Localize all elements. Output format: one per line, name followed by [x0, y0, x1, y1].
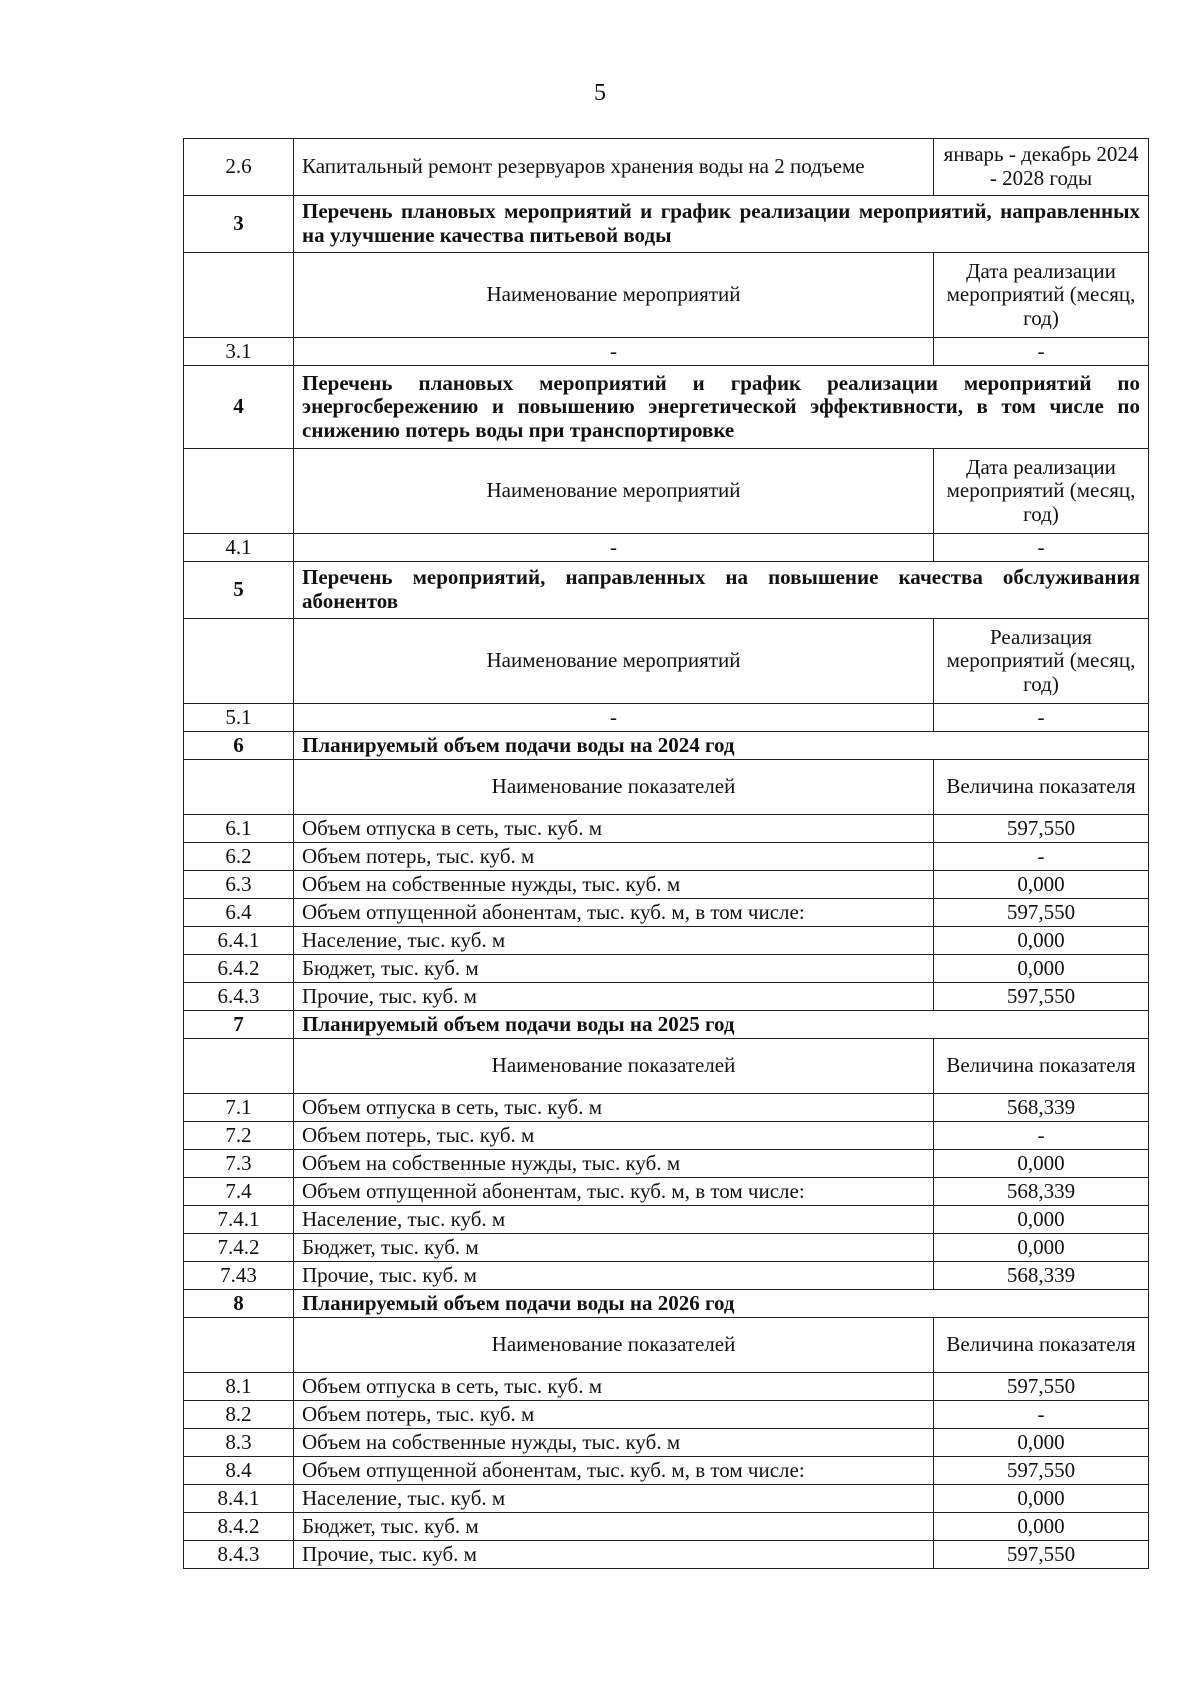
row-number: 8.4.3: [184, 1541, 294, 1569]
row-value: -: [934, 338, 1149, 366]
row-name: Объем на собственные нужды, тыс. куб. м: [294, 871, 934, 899]
table-row: [184, 338, 1149, 366]
row-name: Прочие, тыс. куб. м: [294, 1262, 934, 1290]
row-value: 0,000: [934, 1513, 1149, 1541]
row-number: 7.43: [184, 1262, 294, 1290]
table-row: [184, 1429, 1149, 1457]
row-value: 597,550: [934, 815, 1149, 843]
header-value-cell: Реализация мероприятий (месяц, год): [934, 619, 1149, 704]
column-header-row: [184, 449, 1149, 534]
measures-table-body: [184, 139, 1149, 1569]
section-title: Планируемый объем подачи воды на 2025 год: [294, 1011, 1149, 1039]
row-name: Население, тыс. куб. м: [294, 1206, 934, 1234]
row-number: 6.2: [184, 843, 294, 871]
row-name: Прочие, тыс. куб. м: [294, 983, 934, 1011]
row-number: 6.4.1: [184, 927, 294, 955]
row-value: январь - декабрь 2024 - 2028 годы: [934, 139, 1149, 196]
row-name: Прочие, тыс. куб. м: [294, 1541, 934, 1569]
row-number: 7.1: [184, 1094, 294, 1122]
row-value: 597,550: [934, 1541, 1149, 1569]
header-value-cell: Дата реализации мероприятий (месяц, год): [934, 253, 1149, 338]
column-header-row: [184, 760, 1149, 815]
row-value: 568,339: [934, 1262, 1149, 1290]
row-name: Объем потерь, тыс. куб. м: [294, 1401, 934, 1429]
table-row: [184, 1094, 1149, 1122]
row-value: -: [934, 534, 1149, 562]
row-name: Бюджет, тыс. куб. м: [294, 955, 934, 983]
page-number: 5: [594, 80, 606, 106]
row-value: 0,000: [934, 1234, 1149, 1262]
row-number: 6.4: [184, 899, 294, 927]
row-value: 0,000: [934, 927, 1149, 955]
section-number: 6: [184, 732, 294, 760]
table-row: [184, 1150, 1149, 1178]
row-value: 0,000: [934, 1206, 1149, 1234]
row-value: 597,550: [934, 1373, 1149, 1401]
row-name: Объем потерь, тыс. куб. м: [294, 1122, 934, 1150]
section-row: [184, 1011, 1149, 1039]
table-row: [184, 704, 1149, 732]
header-value-cell: Дата реализации мероприятий (месяц, год): [934, 449, 1149, 534]
section-title: Перечень плановых мероприятий и график реализации мероприятий, направленных на улучшение качества питьевой воды: [294, 196, 1149, 253]
table-row: [184, 1262, 1149, 1290]
header-name-cell: Наименование показателей: [294, 1039, 934, 1094]
table-row: [184, 534, 1149, 562]
table-row: [184, 1541, 1149, 1569]
row-name: Объем на собственные нужды, тыс. куб. м: [294, 1429, 934, 1457]
section-row: [184, 732, 1149, 760]
row-number: 8.1: [184, 1373, 294, 1401]
row-name: Объем отпущенной абонентам, тыс. куб. м, в том числе:: [294, 1457, 934, 1485]
row-name: Население, тыс. куб. м: [294, 1485, 934, 1513]
section-row: [184, 1290, 1149, 1318]
header-name-cell: Наименование показателей: [294, 760, 934, 815]
section-row: [184, 196, 1149, 253]
section-title: Перечень плановых мероприятий и график реализации мероприятий по энергосбережению и повышению энергетической эффективности, в том числе по снижению потерь воды при транспортировке: [294, 366, 1149, 449]
header-value-cell: Величина показателя: [934, 1039, 1149, 1094]
row-name: Объем отпуска в сеть, тыс. куб. м: [294, 815, 934, 843]
row-number: 2.6: [184, 139, 294, 196]
row-number: 5.1: [184, 704, 294, 732]
row-number: 8.2: [184, 1401, 294, 1429]
row-name: Объем отпущенной абонентам, тыс. куб. м, в том числе:: [294, 899, 934, 927]
row-name: Население, тыс. куб. м: [294, 927, 934, 955]
row-value: 0,000: [934, 1150, 1149, 1178]
header-number-cell: [184, 1318, 294, 1373]
table-row: [184, 1485, 1149, 1513]
row-number: 3.1: [184, 338, 294, 366]
row-name: -: [294, 338, 934, 366]
row-value: 0,000: [934, 955, 1149, 983]
row-name: -: [294, 704, 934, 732]
measures-table: [183, 138, 1149, 1569]
table-row: [184, 927, 1149, 955]
section-title: Планируемый объем подачи воды на 2026 год: [294, 1290, 1149, 1318]
column-header-row: [184, 1039, 1149, 1094]
header-name-cell: Наименование мероприятий: [294, 619, 934, 704]
row-number: 6.4.3: [184, 983, 294, 1011]
row-number: 7.4: [184, 1178, 294, 1206]
row-value: 597,550: [934, 983, 1149, 1011]
row-value: 568,339: [934, 1094, 1149, 1122]
section-number: 4: [184, 366, 294, 449]
row-number: 8.4: [184, 1457, 294, 1485]
section-number: 3: [184, 196, 294, 253]
row-value: 0,000: [934, 1429, 1149, 1457]
row-name: Объем отпущенной абонентам, тыс. куб. м, в том числе:: [294, 1178, 934, 1206]
row-value: -: [934, 1122, 1149, 1150]
row-name: Объем на собственные нужды, тыс. куб. м: [294, 1150, 934, 1178]
header-number-cell: [184, 253, 294, 338]
header-name-cell: Наименование мероприятий: [294, 253, 934, 338]
header-number-cell: [184, 760, 294, 815]
table-row: [184, 899, 1149, 927]
row-name: Объем отпуска в сеть, тыс. куб. м: [294, 1373, 934, 1401]
section-title: Планируемый объем подачи воды на 2024 год: [294, 732, 1149, 760]
header-name-cell: Наименование мероприятий: [294, 449, 934, 534]
row-number: 6.1: [184, 815, 294, 843]
row-number: 6.3: [184, 871, 294, 899]
table-row: [184, 815, 1149, 843]
section-row: [184, 562, 1149, 619]
row-number: 6.4.2: [184, 955, 294, 983]
table-row: [184, 1122, 1149, 1150]
row-value: -: [934, 843, 1149, 871]
row-number: 8.4.2: [184, 1513, 294, 1541]
header-number-cell: [184, 449, 294, 534]
header-number-cell: [184, 1039, 294, 1094]
row-number: 8.3: [184, 1429, 294, 1457]
row-name: -: [294, 534, 934, 562]
column-header-row: [184, 1318, 1149, 1373]
row-number: 7.2: [184, 1122, 294, 1150]
row-number: 4.1: [184, 534, 294, 562]
table-row: [184, 1234, 1149, 1262]
row-value: 597,550: [934, 1457, 1149, 1485]
row-value: 0,000: [934, 1485, 1149, 1513]
table-row: [184, 1373, 1149, 1401]
row-number: 7.3: [184, 1150, 294, 1178]
row-number: 8.4.1: [184, 1485, 294, 1513]
row-name: Объем потерь, тыс. куб. м: [294, 843, 934, 871]
table-row: [184, 1178, 1149, 1206]
row-number: 7.4.2: [184, 1234, 294, 1262]
table-row: [184, 871, 1149, 899]
row-name: Объем отпуска в сеть, тыс. куб. м: [294, 1094, 934, 1122]
section-number: 7: [184, 1011, 294, 1039]
row-value: 568,339: [934, 1178, 1149, 1206]
table-row: [184, 843, 1149, 871]
table-row: [184, 955, 1149, 983]
section-title: Перечень мероприятий, направленных на повышение качества обслуживания абонентов: [294, 562, 1149, 619]
row-value: 597,550: [934, 899, 1149, 927]
row-name: Бюджет, тыс. куб. м: [294, 1234, 934, 1262]
header-value-cell: Величина показателя: [934, 1318, 1149, 1373]
row-number: 7.4.1: [184, 1206, 294, 1234]
row-value: 0,000: [934, 871, 1149, 899]
row-value: -: [934, 704, 1149, 732]
section-number: 8: [184, 1290, 294, 1318]
table-row: [184, 139, 1149, 196]
header-number-cell: [184, 619, 294, 704]
table-row: [184, 1206, 1149, 1234]
table-row: [184, 983, 1149, 1011]
column-header-row: [184, 253, 1149, 338]
header-value-cell: Величина показателя: [934, 760, 1149, 815]
section-number: 5: [184, 562, 294, 619]
row-name: Капитальный ремонт резервуаров хранения воды на 2 подъеме: [294, 139, 934, 196]
row-value: -: [934, 1401, 1149, 1429]
row-name: Бюджет, тыс. куб. м: [294, 1513, 934, 1541]
table-row: [184, 1513, 1149, 1541]
section-row: [184, 366, 1149, 449]
header-name-cell: Наименование показателей: [294, 1318, 934, 1373]
table-row: [184, 1457, 1149, 1485]
table-row: [184, 1401, 1149, 1429]
column-header-row: [184, 619, 1149, 704]
